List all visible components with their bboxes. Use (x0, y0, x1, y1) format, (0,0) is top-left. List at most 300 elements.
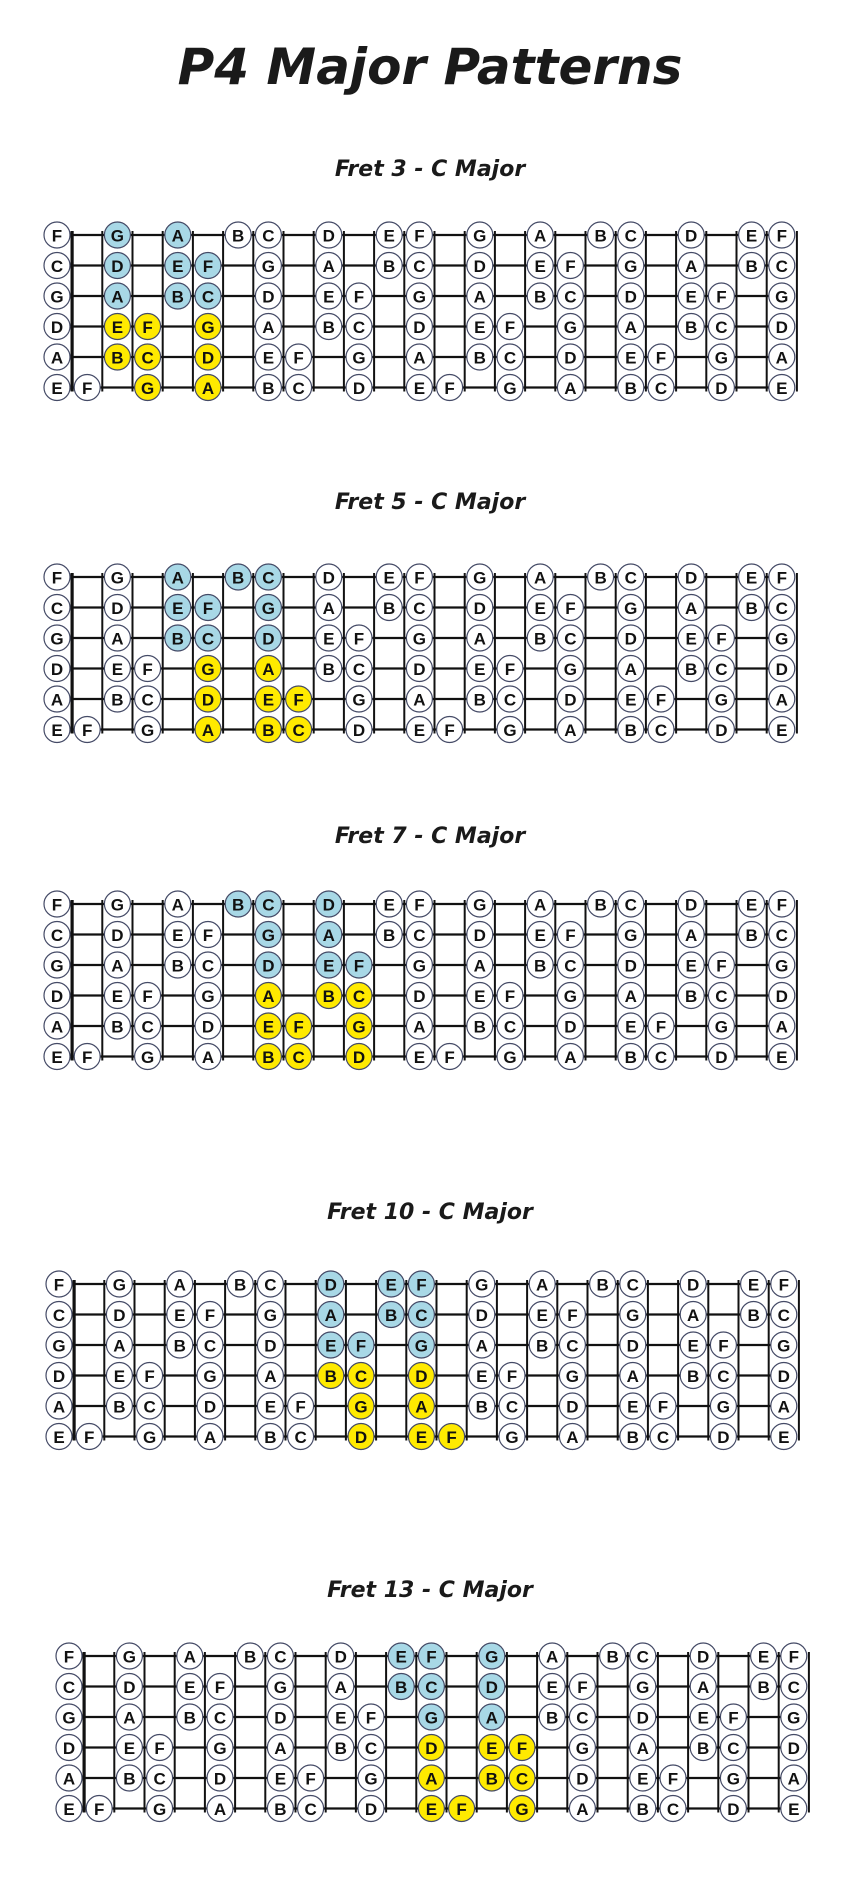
note-label: F (504, 987, 516, 1006)
note-marker (197, 1393, 223, 1419)
highlighted-note-marker (195, 283, 221, 309)
fretboard-diagram (0, 1636, 860, 1836)
note-label: D (473, 926, 486, 945)
note-label: D (62, 1739, 76, 1758)
highlighted-note-marker (348, 1393, 374, 1419)
note-marker (137, 1363, 163, 1389)
note-label: C (624, 568, 637, 588)
note-label: B (473, 690, 486, 710)
note-label: F (51, 568, 63, 588)
highlighted-note-marker (255, 983, 281, 1009)
note-marker (106, 1393, 132, 1419)
note-marker (316, 625, 342, 651)
note-label: F (516, 1739, 528, 1758)
note-label: A (262, 318, 275, 337)
note-marker (678, 564, 704, 590)
note-label: D (413, 660, 426, 679)
note-marker (44, 891, 70, 917)
note-marker (769, 952, 795, 978)
note-label: F (353, 287, 365, 307)
note-marker (104, 656, 130, 682)
note-label: G (563, 660, 578, 679)
note-label: C (775, 257, 788, 276)
note-label: C (213, 1708, 227, 1728)
note-label: B (262, 1048, 275, 1067)
note-marker (557, 375, 583, 401)
note-label: F (305, 1769, 316, 1789)
note-label: C (141, 348, 154, 368)
note-label: B (473, 1017, 486, 1037)
note-label: F (716, 287, 727, 307)
note-label: B (534, 287, 547, 307)
note-marker (708, 1013, 734, 1039)
note-label: B (171, 287, 184, 307)
note-label: D (322, 226, 335, 246)
note-label: C (505, 1397, 519, 1417)
note-label: B (171, 629, 184, 649)
note-marker (358, 1796, 384, 1822)
note-marker (44, 952, 70, 978)
note-marker (44, 922, 70, 948)
note-label: F (788, 1647, 799, 1667)
diagram-title: Fret 13 - C Major (327, 1578, 533, 1603)
note-marker (557, 952, 583, 978)
note-label: B (546, 1708, 559, 1728)
note-marker (678, 656, 704, 682)
highlighted-note-marker (418, 1643, 444, 1669)
note-marker (86, 1796, 112, 1822)
note-label: F (506, 1367, 518, 1386)
note-marker (467, 891, 493, 917)
note-marker (207, 1796, 233, 1822)
note-marker (467, 686, 493, 712)
note-label: B (385, 1306, 398, 1325)
note-label: A (775, 348, 788, 368)
note-label: F (667, 1769, 679, 1789)
highlighted-note-marker (418, 1704, 444, 1730)
note-marker (708, 314, 734, 340)
note-marker (769, 564, 795, 590)
note-marker (44, 564, 70, 590)
note-label: D (322, 895, 335, 915)
note-marker (137, 1393, 163, 1419)
diagram-title: Fret 7 - C Major (334, 824, 526, 849)
note-marker (527, 891, 553, 917)
note-marker (376, 922, 402, 948)
note-marker (469, 1302, 495, 1328)
note-marker (346, 625, 372, 651)
highlighted-note-marker (255, 891, 281, 917)
note-marker (147, 1735, 173, 1761)
highlighted-note-marker (418, 1765, 444, 1791)
note-label: D (777, 1367, 790, 1386)
note-marker (678, 283, 704, 309)
note-label: D (566, 1397, 579, 1417)
note-marker (56, 1735, 82, 1761)
diagram-title: Fret 10 - C Major (327, 1200, 533, 1225)
note-marker (708, 625, 734, 651)
note-label: G (110, 895, 125, 915)
note-label: E (383, 226, 395, 246)
note-marker (618, 1044, 644, 1070)
note-label: F (94, 1800, 105, 1819)
note-label: D (624, 287, 637, 307)
note-label: F (142, 318, 153, 337)
note-marker (678, 253, 704, 279)
highlighted-note-marker (165, 222, 191, 248)
highlighted-note-marker (348, 1332, 374, 1358)
note-marker (469, 1393, 495, 1419)
note-label: C (654, 721, 668, 740)
note-label: E (123, 1739, 136, 1758)
note-label: F (51, 895, 63, 915)
note-marker (618, 222, 644, 248)
note-marker (569, 1674, 595, 1700)
note-marker (650, 1393, 676, 1419)
note-label: B (475, 1397, 488, 1417)
note-marker (539, 1643, 565, 1669)
note-marker (328, 1674, 354, 1700)
note-label: A (697, 1678, 710, 1697)
note-label: G (503, 721, 517, 740)
note-label: C (201, 287, 215, 307)
note-label: C (153, 1769, 166, 1789)
note-label: G (50, 956, 64, 976)
note-marker (44, 375, 70, 401)
note-label: E (264, 1397, 277, 1417)
note-marker (739, 564, 765, 590)
note-marker (467, 656, 493, 682)
note-label: F (426, 1647, 437, 1667)
note-label: D (636, 1708, 649, 1728)
note-marker (710, 1332, 736, 1358)
note-label: F (504, 318, 516, 337)
note-marker (781, 1796, 807, 1822)
note-marker (406, 564, 432, 590)
note-label: D (352, 1048, 366, 1067)
note-marker (316, 595, 342, 621)
note-label: C (201, 629, 215, 649)
note-marker (135, 983, 161, 1009)
note-marker (46, 1393, 72, 1419)
note-label: E (63, 1800, 75, 1819)
note-label: E (745, 568, 758, 588)
note-marker (74, 1044, 100, 1070)
note-label: E (637, 1769, 649, 1789)
note-marker (708, 983, 734, 1009)
note-marker (44, 983, 70, 1009)
note-marker (46, 1363, 72, 1389)
note-marker (165, 891, 191, 917)
note-label: B (745, 926, 758, 945)
note-label: A (201, 379, 215, 398)
note-label: D (473, 257, 486, 276)
highlighted-note-marker (439, 1424, 465, 1450)
note-label: B (111, 348, 124, 368)
note-label: A (201, 1048, 215, 1067)
note-label: A (334, 1678, 347, 1697)
note-marker (225, 222, 251, 248)
note-marker (590, 1271, 616, 1297)
note-marker (620, 1302, 646, 1328)
note-label: C (564, 629, 577, 649)
note-label: C (566, 1336, 579, 1356)
note-marker (648, 717, 674, 743)
note-label: E (51, 379, 63, 398)
note-label: G (201, 660, 215, 679)
note-marker (769, 314, 795, 340)
note-marker (739, 891, 765, 917)
note-label: D (697, 1647, 710, 1667)
note-label: C (425, 1678, 438, 1697)
note-label: E (625, 1017, 637, 1037)
note-label: E (323, 629, 335, 649)
note-marker (710, 1393, 736, 1419)
note-marker (557, 686, 583, 712)
note-label: F (202, 257, 214, 276)
note-label: F (53, 1275, 65, 1295)
note-label: G (140, 721, 155, 740)
note-label: A (624, 660, 637, 679)
note-label: E (534, 257, 546, 276)
note-marker (648, 686, 674, 712)
note-label: C (413, 599, 426, 618)
note-label: E (262, 348, 275, 368)
note-marker (527, 222, 553, 248)
note-label: B (322, 987, 335, 1006)
note-marker (527, 595, 553, 621)
page-title: P4 Major Patterns (177, 38, 683, 96)
note-label: A (171, 568, 184, 588)
note-label: C (262, 568, 275, 588)
note-marker (406, 375, 432, 401)
note-marker (346, 344, 372, 370)
note-label: A (201, 721, 215, 740)
note-marker (497, 1044, 523, 1070)
note-marker (650, 1424, 676, 1450)
note-label: A (50, 1017, 64, 1037)
note-label: A (685, 599, 698, 618)
note-label: C (656, 1428, 670, 1447)
note-label: C (364, 1739, 378, 1758)
note-label: F (295, 1397, 306, 1417)
note-label: A (324, 1306, 337, 1325)
note-marker (720, 1735, 746, 1761)
note-marker (177, 1643, 203, 1669)
note-marker (769, 375, 795, 401)
note-label: E (323, 956, 335, 976)
note-marker (557, 625, 583, 651)
note-label: E (111, 318, 124, 337)
note-label: G (52, 1336, 66, 1356)
note-label: E (335, 1708, 347, 1728)
note-label: C (262, 895, 275, 915)
note-marker (44, 222, 70, 248)
note-marker (56, 1674, 82, 1700)
note-marker (44, 314, 70, 340)
note-label: A (564, 1048, 577, 1067)
note-marker (328, 1643, 354, 1669)
highlighted-note-marker (479, 1674, 505, 1700)
note-label: B (111, 690, 124, 710)
note-label: B (626, 1428, 639, 1447)
note-marker (751, 1643, 777, 1669)
note-marker (135, 1013, 161, 1039)
note-marker (600, 1643, 626, 1669)
note-label: D (201, 348, 215, 368)
highlighted-note-marker (316, 983, 342, 1009)
note-label: F (416, 1275, 427, 1295)
highlighted-note-marker (479, 1735, 505, 1761)
note-marker (104, 564, 130, 590)
note-marker (177, 1704, 203, 1730)
note-label: D (787, 1739, 800, 1758)
note-marker (104, 891, 130, 917)
note-label: G (475, 1275, 489, 1295)
note-marker (237, 1643, 263, 1669)
note-label: A (564, 721, 577, 740)
note-label: G (261, 926, 276, 945)
note-marker (358, 1735, 384, 1761)
note-marker (437, 375, 463, 401)
note-label: G (140, 1048, 155, 1067)
note-label: C (775, 599, 788, 618)
note-marker (769, 1044, 795, 1070)
note-label: D (203, 1397, 217, 1417)
note-label: A (624, 318, 637, 337)
note-label: A (322, 257, 335, 276)
note-label: A (473, 287, 486, 307)
note-label: E (778, 1428, 790, 1447)
note-label: G (775, 287, 789, 307)
note-marker (44, 625, 70, 651)
note-marker (406, 625, 432, 651)
note-marker (255, 283, 281, 309)
note-label: C (52, 1306, 66, 1325)
note-label: B (636, 1800, 649, 1819)
note-marker (376, 253, 402, 279)
note-marker (135, 686, 161, 712)
highlighted-note-marker (104, 222, 130, 248)
note-label: A (564, 379, 577, 398)
note-label: C (141, 1017, 154, 1037)
note-marker (618, 983, 644, 1009)
note-marker (618, 656, 644, 682)
note-marker (527, 564, 553, 590)
note-marker (116, 1674, 142, 1700)
note-label: E (174, 1306, 186, 1325)
note-label: D (775, 660, 788, 679)
note-marker (376, 595, 402, 621)
note-label: C (415, 1306, 428, 1325)
note-marker (406, 595, 432, 621)
note-label: C (201, 956, 215, 976)
note-label: A (624, 987, 637, 1006)
note-marker (104, 983, 130, 1009)
note-label: E (486, 1739, 498, 1758)
note-label: B (262, 379, 275, 398)
note-label: F (204, 1306, 216, 1325)
note-label: B (324, 1367, 337, 1386)
note-marker (497, 375, 523, 401)
note-marker (467, 222, 493, 248)
note-label: B (383, 257, 396, 276)
note-label: D (685, 568, 698, 588)
note-label: E (627, 1397, 639, 1417)
note-marker (557, 253, 583, 279)
note-marker (678, 595, 704, 621)
note-marker (197, 1332, 223, 1358)
note-label: E (325, 1336, 337, 1356)
highlighted-note-marker (195, 375, 221, 401)
note-marker (497, 656, 523, 682)
note-marker (559, 1302, 585, 1328)
note-label: F (414, 895, 425, 915)
note-marker (630, 1674, 656, 1700)
note-marker (467, 283, 493, 309)
note-label: E (425, 1800, 438, 1819)
note-label: D (111, 599, 124, 618)
note-label: F (293, 348, 304, 368)
note-marker (557, 656, 583, 682)
note-label: G (575, 1739, 590, 1758)
note-marker (328, 1735, 354, 1761)
note-label: G (563, 318, 578, 337)
note-label: E (776, 379, 788, 398)
note-label: A (687, 1306, 700, 1325)
note-label: B (262, 721, 275, 740)
note-label: D (113, 1306, 126, 1325)
highlighted-note-marker (346, 1044, 372, 1070)
note-marker (56, 1704, 82, 1730)
note-label: B (395, 1678, 408, 1697)
note-label: D (564, 348, 577, 368)
note-label: D (262, 956, 275, 976)
note-marker (467, 625, 493, 651)
note-label: F (82, 379, 93, 398)
note-marker (46, 1332, 72, 1358)
note-label: A (111, 287, 124, 307)
note-label: D (123, 1678, 136, 1697)
note-label: C (264, 1275, 277, 1295)
note-marker (406, 1044, 432, 1070)
note-marker (44, 656, 70, 682)
note-marker (44, 344, 70, 370)
note-marker (708, 656, 734, 682)
note-marker (769, 253, 795, 279)
note-label: E (776, 721, 788, 740)
note-marker (207, 1735, 233, 1761)
note-label: D (624, 956, 637, 976)
note-label: B (322, 318, 335, 337)
note-label: G (62, 1708, 76, 1728)
note-marker (680, 1332, 706, 1358)
note-marker (106, 1271, 132, 1297)
highlighted-note-marker (316, 922, 342, 948)
note-marker (316, 656, 342, 682)
note-label: A (203, 1428, 217, 1447)
note-marker (529, 1271, 555, 1297)
note-marker (376, 222, 402, 248)
note-label: D (354, 1428, 368, 1447)
note-marker (255, 314, 281, 340)
note-marker (557, 717, 583, 743)
highlighted-note-marker (408, 1424, 434, 1450)
highlighted-note-marker (135, 375, 161, 401)
note-marker (781, 1735, 807, 1761)
note-marker (147, 1765, 173, 1791)
note-label: A (50, 348, 64, 368)
